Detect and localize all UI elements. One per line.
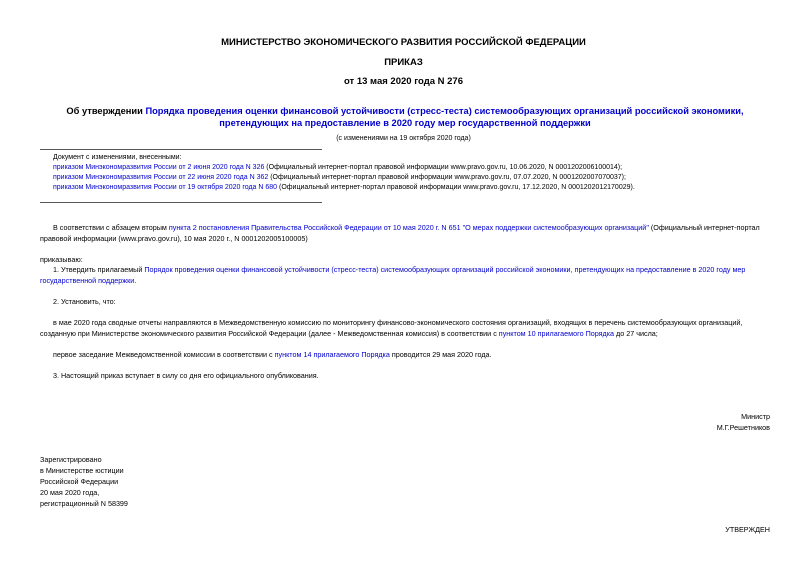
signer-name: М.Г.Решетников xyxy=(716,423,770,432)
document-date: от 13 мая 2020 года N 276 xyxy=(343,76,464,87)
registration-block xyxy=(40,454,128,509)
point-14-link[interactable]: пунктом 14 прилагаемого Порядка xyxy=(274,350,390,359)
paragraph-basis: В соответствии с абзацем вторым пункта 2 постановления Правительства Российской Федерации от 10 мая 2020 г. N 651 "О мерах поддержки системообразующих организаций" (Официальный интернет-портал правовой информации (www.pravo.gov.ru), 10 мая 2020 г., N 0001202005100005) xyxy=(40,223,760,243)
paragraph-meeting: первое заседание Межведомственной комиссии в соответствии с пунктом 14 прилагаемого Порядка проводится 29 мая 2020 года. xyxy=(53,350,492,359)
title-prefix: Об утверждении xyxy=(66,106,146,116)
changes-heading: Документ с изменениями, внесенными: xyxy=(53,154,182,161)
registration-line: Зарегистрировано xyxy=(40,455,102,464)
paragraph-item-2: 2. Установить, что: xyxy=(53,297,116,306)
registration-line: 20 мая 2020 года, xyxy=(40,488,100,497)
document-title xyxy=(40,105,770,129)
ministry-name: МИНИСТЕРСТВО ЭКОНОМИЧЕСКОГО РАЗВИТИЯ РОССИЙСКОЙ ФЕДЕРАЦИИ xyxy=(221,37,586,48)
change-item: приказом Минэкономразвития России от 19 октября 2020 года N 680 (Официальный интернет-портал правовой информации www.pravo.gov.ru, 17.12.2020, N 0001202012170029). xyxy=(53,184,635,191)
point-10-link[interactable]: пунктом 10 прилагаемого Порядка xyxy=(498,329,615,338)
document-type: ПРИКАЗ xyxy=(384,57,423,68)
paragraph-item-1: 1. Утвердить прилагаемый Порядок проведения оценки финансовой устойчивости (стресс-теста) системообразующих организаций российской экономики, претендующих на предоставление в 2020 году мер государственной поддержки. xyxy=(40,265,746,285)
change-item: приказом Минэкономразвития России от 2 июня 2020 года N 326 (Официальный интернет-портал правовой информации www.pravo.gov.ru, 10.06.2020, N 0001202006100014); xyxy=(53,164,623,171)
change-link[interactable]: приказом Минэкономразвития России от 19 октября 2020 года N 680 xyxy=(53,184,278,191)
bottom-divider xyxy=(40,202,322,203)
procedure-link[interactable]: Порядок проведения оценки финансовой устойчивости (стресс-теста) системообразующих организаций российской экономики, претендующих на предоставление в 2020 году мер государственной поддержки xyxy=(40,265,746,285)
signature-block xyxy=(717,411,770,433)
registration-line: регистрационный N 58399 xyxy=(40,499,128,508)
change-link[interactable]: приказом Минэкономразвития России от 22 июня 2020 года N 362 xyxy=(53,174,269,181)
registration-line: Российской Федерации xyxy=(40,477,119,486)
revision-note: (с изменениями на 19 октября 2020 года) xyxy=(336,135,471,142)
paragraph-order: приказываю: xyxy=(40,255,83,264)
changes-block xyxy=(53,153,793,193)
top-divider xyxy=(40,149,322,150)
title-link[interactable]: Порядка проведения оценки финансовой устойчивости (стресс-теста) системообразующих организаций российской экономики, претендующих на предоставление в 2020 году мер государственной поддержки xyxy=(145,106,744,128)
paragraph-reports: в мае 2020 года сводные отчеты направляются в Межведомственную комиссию по мониторингу финансово-экономического состояния организаций, входящих в перечень системообразующих организаций, созданную при Министерстве экономического развития Российской Федерации (далее - Межведомственная комиссия) в соответствии с пунктом 10 прилагаемого Порядка до 27 числа; xyxy=(40,318,743,338)
change-link[interactable]: приказом Минэкономразвития России от 2 июня 2020 года N 326 xyxy=(53,164,265,171)
resolution-link[interactable]: пункта 2 постановления Правительства Российской Федерации от 10 мая 2020 г. N 651 "О мерах поддержки системообразующих организаций" xyxy=(168,223,649,232)
signer-position: Министр xyxy=(741,412,770,421)
registration-line: в Министерстве юстиции xyxy=(40,466,124,475)
change-item: приказом Минэкономразвития России от 22 июня 2020 года N 362 (Официальный интернет-портал правовой информации www.pravo.gov.ru, 07.07.2020, N 0001202007070037); xyxy=(53,174,626,181)
paragraph-item-3: 3. Настоящий приказ вступает в силу со дня его официального опубликования. xyxy=(53,371,319,380)
approved-label: УТВЕРЖДЕН xyxy=(725,525,770,534)
